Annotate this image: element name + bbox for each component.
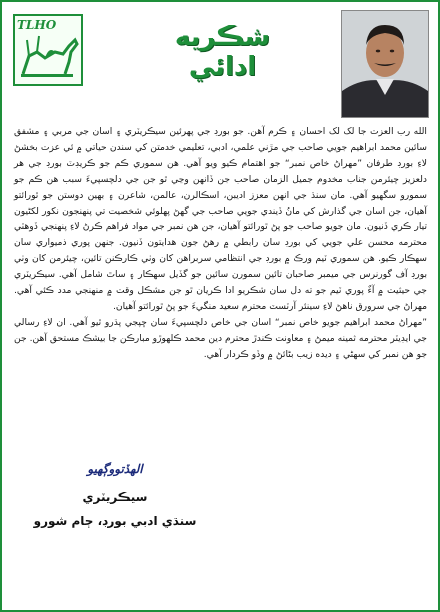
body-paragraph: الله رب العزت جا لک لک احسان ۽ ڪرم آهن. جو بورڊ جي پهرئين سيڪريٽري ۽ اسان جي مربي ۽ مشفق سائين محمد ابراهيم جويي صاحب جي مڙني علمي، ادبي، تعليمي خدمتن کي سندن حياتي ۾ ئي عزت بخشڻ لاءِ بورڊ طرفان ”مهراڻ خاص نمبر“ جو اهتمام ڪيو ويو آهي. هن سموري ڪم جو ڪريڊٽ بورڊ جي هر دلعزيز چيئرمن جناب مخدوم جميل الزمان صاحب جن ڏانهن وڃي ٿو جن جي دلچسپيءَ سبب هن ڪم جو سمورو سگهيو آهي. مان سنڌ جي انهن معزز اديبن، اسڪالرن، عالمن، شاعرن ۽ بهين دوستن جو ٿورائتو آهيان، جن اسان جي گذارش کي مانُ ڏيندي جويي صاحب جي گهڻ پهلوئي شخصيت تي پنهنجون نکور لکڻيون تيار ڪري ڏنيون. مان جويو صاحب جو پڻ ٿورائتو آهيان، جن هن نمبر جي مواد فراهم ڪرڻ لاءِ پنهنجي ڏوهٽي محترمه محسن علي جويي کي بورڊ سان رابطي ۾ رهڻ جون هدايتون ڏنيون. جنهن پوري ذميواري سان سهڪار ڪيو. هن سموري ٽيم ورڪ ۾ بورڊ جي انتظامي سربراهن کان وٺي ڪارڪنن تائين، چيئرمن کان وٺي بورڊ آف گورنرس جي ميمبر صاحبان تائين سمورن سائين جو گڏيل سهڪار ۽ ساٿ شامل آهي. سيڪريٽري جي حيثيت ۾ آءٌ پوري ٽيم جو ته دل سان شڪريو ادا ڪريان ٿو جن مشڪل وقت ۾ منهنجي مدد ڪئي آهي. مهراڻ جي سرورق ناهڻ لاءِ سينئر آرٽسٽ محترم سعيد منگيءَ جو پڻ ٿورائتو آهيان. xyxy=(14,126,427,312)
signature-role: سيڪريٽري xyxy=(82,490,148,504)
signature-organization: سنڌي ادبي بورڊ، ڄام شورو xyxy=(33,514,197,528)
body-paragraph: ”مهراڻ محمد ابراهيم جويو خاص نمبر“ اسان جي خاص دلچسپيءَ سان ڇپجي پڌرو ٿيو آهي. ان لاءِ رسالي جي ايڊيٽر محترمه ثمينه ميمڻ ۽ معاونت ڪندڙ محترم دين محمد ڪلهوڙو مبارڪن جا بيشڪ مستحق آهن. جن جو هن نمبر کي سهڻي ۽ ديده زيب بڻائڻ ۾ وڏو ڪردار آهي. xyxy=(14,316,427,360)
secretary-photo xyxy=(341,10,429,118)
page-title: شڪريه ادائي xyxy=(174,22,271,82)
board-logo xyxy=(13,14,83,86)
camel-emblem-icon xyxy=(15,16,81,84)
signature-name: الهڏتووڳهيو xyxy=(87,462,143,476)
logo-lettering: TLHO xyxy=(17,18,57,32)
acknowledgement-body xyxy=(14,124,427,363)
